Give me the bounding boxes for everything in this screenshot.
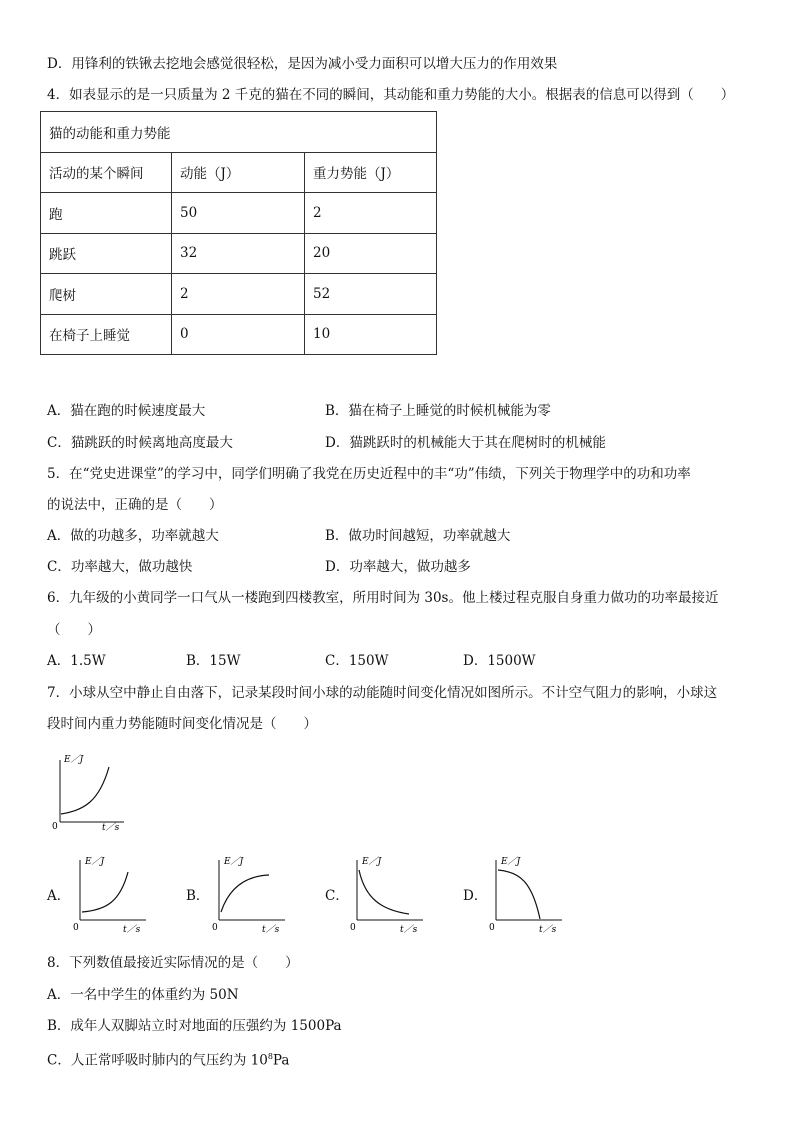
y-axis-label: E／J: [501, 857, 521, 867]
origin-label: 0: [350, 923, 356, 933]
table-row: [41, 274, 437, 315]
q7-option-b-label: B．: [186, 888, 210, 904]
q6-stem-line2: （ ）: [47, 622, 101, 638]
q7-stem-line1: 7．小球从空中静止自由落下，记录某段时间小球的动能随时间变化情况如图所示。不计空气阻力的影响，小球这: [47, 685, 718, 701]
q6-option-d: D．1500W: [463, 653, 536, 669]
q6-option-c: C．150W: [325, 653, 389, 669]
table-cell: 0: [172, 314, 305, 355]
curve-falling-concave-up: [359, 870, 409, 914]
q8-option-b: B．成年人双脚站立时对地面的压强约为 1500Pa: [47, 1018, 342, 1034]
table-cell: 爬树: [41, 274, 172, 315]
table-row: [41, 193, 437, 234]
q7-option-c-label: C．: [325, 888, 349, 904]
q8-option-c-exponent: 8: [267, 1052, 273, 1061]
table-cell: 跑: [41, 193, 172, 234]
y-axis-label: E／J: [224, 857, 244, 867]
q8-option-c: [47, 1047, 289, 1071]
table-header-row: [41, 152, 437, 193]
q5-option-b: B．做功时间越短，功率就越大: [325, 528, 511, 544]
q8-option-a: A．一名中学生的体重约为 50N: [47, 987, 239, 1003]
table-cell: 10: [305, 314, 437, 355]
table-cell: 32: [172, 233, 305, 274]
x-axis-label: t／s: [123, 925, 141, 935]
table-row: [41, 314, 437, 355]
table-cell: 52: [305, 274, 437, 315]
table-cell: 2: [305, 193, 437, 234]
q6-stem-line1: 6．九年级的小黄同学一口气从一楼跑到四楼教室，所用时间为 30s。他上楼过程克服自身重力做功的功率最接近: [47, 590, 719, 606]
table-cell: 在椅子上睡觉: [41, 314, 172, 355]
kinetic-energy-graph: [44, 752, 129, 832]
q5-option-a: A．做的功越多，功率就越大: [47, 528, 219, 544]
q4-option-a: A．猫在跑的时候速度最大: [47, 403, 206, 419]
table-caption: 猫的动能和重力势能: [41, 112, 437, 153]
y-axis-label: E／J: [362, 857, 382, 867]
cat-energy-table: [40, 111, 437, 355]
y-axis-label: E／J: [85, 857, 105, 867]
x-axis-label: t／s: [262, 925, 280, 935]
q7-option-b-graph: [207, 854, 292, 934]
q4-option-c: C．猫跳跃的时候离地高度最大: [47, 435, 233, 451]
q6-option-a: A．1.5W: [47, 653, 106, 669]
table-cell: 20: [305, 233, 437, 274]
q8-stem: 8．下列数值最接近实际情况的是（ ）: [47, 955, 299, 971]
origin-label: 0: [52, 822, 58, 832]
q7-option-a-graph: [68, 854, 153, 934]
curve-rising-concave-down: [221, 875, 269, 912]
q7-stem-line2: 段时间内重力势能随时间变化情况是（ ）: [47, 716, 317, 732]
q5-option-d: D．功率越大，做功越多: [325, 559, 471, 575]
q4-stem: 4．如表显示的是一只质量为 2 千克的猫在不同的瞬间，其动能和重力势能的大小。根据表的信息可以得到（ ）: [47, 87, 735, 103]
q5-stem-line1: 5．在“党史进课堂”的学习中，同学们明确了我党在历史近程中的丰“功”伟绩，下列关于物理学中的功和功率: [47, 466, 691, 482]
table-header-cell: 活动的某个瞬间: [41, 152, 172, 193]
curve-rising-concave-up: [61, 767, 109, 814]
q4-option-b: B．猫在椅子上睡觉的时候机械能为零: [325, 403, 551, 419]
q8-option-c-unit: Pa: [272, 1052, 290, 1069]
q5-option-c: C．功率越大，做功越快: [47, 559, 193, 575]
table-row: [41, 233, 437, 274]
q7-option-d-label: D．: [463, 888, 488, 904]
q5-stem-line2: 的说法中，正确的是（ ）: [47, 497, 223, 513]
y-axis-label: E／J: [64, 755, 84, 765]
table-cell: 50: [172, 193, 305, 234]
table-header-cell: 动能（J）: [172, 152, 305, 193]
curve-falling-concave-down: [498, 870, 540, 919]
q8-option-c-text: C．人正常呼吸时肺内的气压约为 10: [47, 1052, 268, 1069]
x-axis-label: t／s: [102, 823, 120, 833]
origin-label: 0: [489, 923, 495, 933]
q7-option-a-label: A．: [47, 888, 71, 904]
curve-rising-concave-up: [82, 872, 128, 912]
q7-option-d-graph: [484, 854, 569, 934]
q4-option-d: D．猫跳跃时的机械能大于其在爬树时的机械能: [325, 435, 606, 451]
q3-option-d: D．用锋利的铁锹去挖地会感觉很轻松，是因为减小受力面积可以增大压力的作用效果: [47, 56, 558, 72]
origin-label: 0: [212, 923, 218, 933]
x-axis-label: t／s: [400, 925, 418, 935]
table-cell: 2: [172, 274, 305, 315]
q6-option-b: B．15W: [186, 653, 241, 669]
table-cell: 跳跃: [41, 233, 172, 274]
origin-label: 0: [73, 923, 79, 933]
x-axis-label: t／s: [539, 925, 557, 935]
q7-option-c-graph: [345, 854, 430, 934]
table-header-cell: 重力势能（J）: [305, 152, 437, 193]
